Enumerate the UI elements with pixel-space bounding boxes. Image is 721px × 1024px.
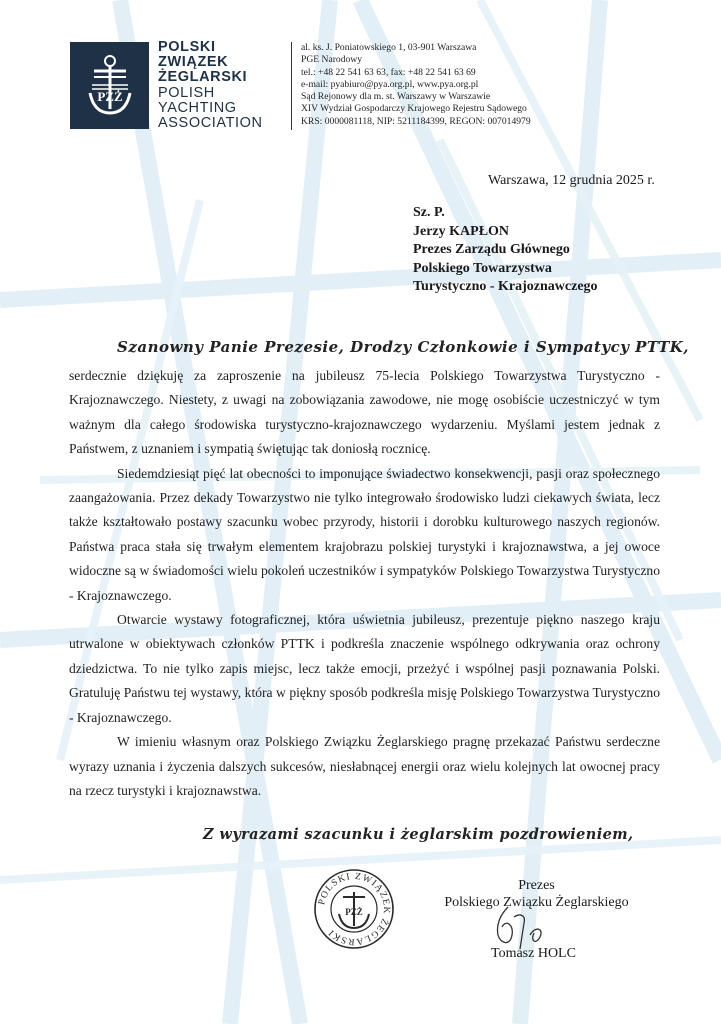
paragraph: Otwarcie wystawy fotograficznej, która uświetnia jubileusz, prezentuje piękno naszego kraju utrwalone w obiektywach członków PTTK i podkreśla znaczenie wspólnego odkrywania oraz ochrony dziedzictwa. To nie tylko zapis miejsc, lecz także emocji, przeżyć i wspólnej pasji poznawania Polski. Gratuluję Państwu tej wystawy, która w piękny sposób podkreśla misję Polskiego Towarzystwa Turystyczno - Krajoznawczego. bbox=[69, 612, 660, 725]
contact-block bbox=[301, 42, 531, 128]
salutation: Szanowny Panie Prezesie, Drodzy Członkowie i Sympatycy PTTK, bbox=[117, 338, 689, 356]
signatory-organization: Polskiego Związku Żeglarskiego bbox=[444, 895, 629, 910]
org-line-en-2: YACHTING bbox=[158, 99, 237, 116]
recipient-block bbox=[413, 204, 598, 297]
signatory-role: Prezes bbox=[518, 878, 555, 893]
recipient-line: Sz. P. bbox=[413, 205, 445, 220]
paragraph: serdecznie dziękuję za zaproszenie na jubileusz 75-lecia Polskiego Towarzystwa Turystyczno - Krajoznawczego. Niestety, z uwagi na zobowiązania zawodowe, nie mogę osobiście uczestniczyć w tym ważnym dla całego środowiska turystyczno-krajoznawczego wydarzeniu. Myślami jestem jednak z Państwem, z uznaniem i sympatią świętując tak doniosłą rocznicę. bbox=[69, 368, 660, 457]
recipient-line: Prezes Zarządu Głównego bbox=[413, 242, 570, 257]
paragraph: Siedemdziesiąt pięć lat obecności to imponujące świadectwo konsekwencji, pasji oraz społecznego zaangażowania. Przez dekady Towarzystwo nie tylko integrowało środowisko ludzi ciekawych świata, lecz także kształtowało postawy szacunku wobec przyrody, historii i dorobku kulturowego naszych regionów. Państwa praca stała się trwałym elementem krajobrazu polskiej turystyki i krajoznawstwa, a jej owoce widoczne są w świadomości wielu pokoleń uczestników i sympatyków Polskiego Towarzystwa Turystyczno - Krajoznawczego. bbox=[69, 465, 660, 603]
logo-letters: PZŻ bbox=[96, 88, 123, 104]
paragraph: W imieniu własnym oraz Polskiego Związku Żeglarskiego pragnę przekazać Państwu serdeczne wyrazy uznania i życzenia dalszych sukcesów, niesłabnącej energii oraz wielu kolejnych lat owocnej pracy na rzecz turystyki i krajoznawstwa. bbox=[69, 734, 660, 798]
recipient-line: Turystyczno - Krajoznawczego bbox=[413, 279, 598, 294]
signatory-name: Tomasz HOLC bbox=[491, 946, 576, 961]
closing-line: Z wyrazami szacunku i żeglarskim pozdrowieniem, bbox=[203, 826, 634, 843]
recipient-line: Jerzy KAPŁON bbox=[413, 223, 510, 239]
contact-department: XIV Wydział Gospodarczy Krajowego Rejestru Sądowego bbox=[301, 103, 527, 115]
org-line-pl-3: ŻEGLARSKI bbox=[158, 69, 248, 86]
letter-date: Warszawa, 12 grudnia 2025 r. bbox=[488, 173, 655, 188]
org-line-pl-2: ZWIĄZEK bbox=[158, 54, 229, 71]
contact-court: Sąd Rejonowy dla m. st. Warszawy w Warszawie bbox=[301, 91, 491, 103]
stamp-center-letters: PZŻ bbox=[345, 907, 363, 917]
anchor-icon bbox=[80, 51, 140, 121]
pzz-logo bbox=[70, 42, 149, 129]
official-stamp bbox=[313, 868, 395, 950]
contact-email: e-mail: pyabiuro@pya.org.pl, www.pya.org.pl bbox=[301, 78, 479, 90]
org-line-en-3: ASSOCIATION bbox=[158, 115, 263, 132]
contact-venue: PGE Narodowy bbox=[301, 54, 363, 66]
contact-registry: KRS: 0000081118, NIP: 5211184399, REGON: 007014979 bbox=[301, 115, 531, 127]
org-line-pl-1: POLSKI bbox=[158, 39, 216, 55]
contact-address: al. ks. J. Poniatowskiego 1, 03-901 Warszawa bbox=[301, 42, 477, 53]
letter-body bbox=[69, 364, 660, 803]
org-name bbox=[158, 40, 263, 131]
stamp-ring-text: POLSKI ZWIĄZEK ŻEGLARSKI bbox=[317, 871, 392, 947]
org-line-en-1: POLISH bbox=[158, 84, 215, 101]
contact-phone: tel.: +48 22 541 63 63, fax: +48 22 541 63 69 bbox=[301, 66, 476, 78]
header-divider bbox=[291, 42, 292, 130]
recipient-line: Polskiego Towarzystwa bbox=[413, 260, 552, 276]
